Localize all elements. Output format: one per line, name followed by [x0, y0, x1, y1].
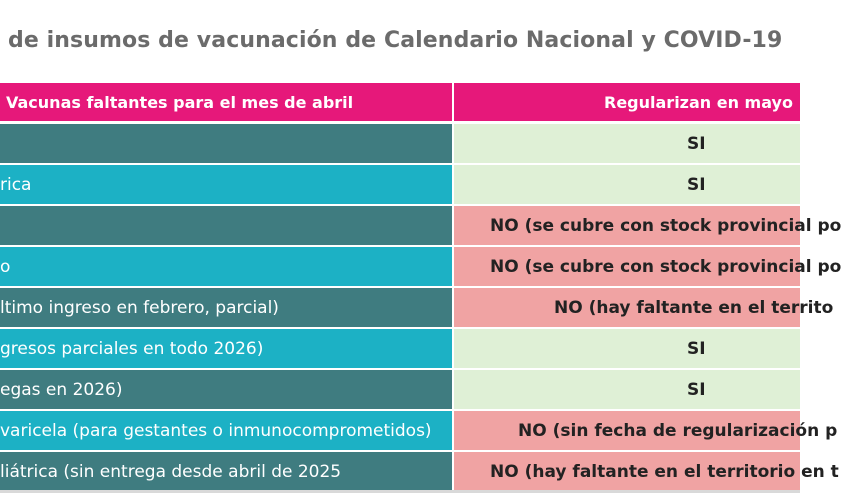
table-row [0, 370, 800, 409]
vaccine-cell: o [0, 247, 452, 286]
status-cell: SI [454, 329, 800, 368]
status-cell: NO (se cubre con stock provincial po [454, 206, 800, 245]
vaccine-cell: rica [0, 165, 452, 204]
vaccine-cell: gresos parciales en todo 2026) [0, 329, 452, 368]
table-row [0, 452, 839, 491]
status-cell: NO (se cubre con stock provincial po [454, 247, 800, 286]
status-cell: NO (hay faltante en el territorio en t [454, 452, 800, 491]
vaccine-cell [0, 206, 452, 245]
status-cell: SI [454, 165, 800, 204]
header-regularize-may: Regularizan en mayo [454, 83, 800, 121]
table-row [0, 329, 800, 368]
status-cell: SI [454, 124, 800, 163]
vaccine-cell [0, 124, 452, 163]
table-row [0, 411, 838, 450]
status-cell: SI [454, 370, 800, 409]
page-title: de insumos de vacunación de Calendario Nacional y COVID-19 [8, 28, 783, 53]
vaccine-cell: varicela (para gestantes o inmunocomprometidos) [0, 411, 452, 450]
header-vaccines-missing: Vacunas faltantes para el mes de abril [0, 83, 452, 121]
status-cell: NO (sin fecha de regularización p [454, 411, 800, 450]
vaccine-cell: egas en 2026) [0, 370, 452, 409]
vaccine-cell: ltimo ingreso en febrero, parcial) [0, 288, 452, 327]
table-row [0, 124, 800, 163]
table-row [0, 165, 800, 204]
vaccine-cell: liátrica (sin entrega desde abril de 2025 [0, 452, 452, 491]
vaccine-table [0, 83, 841, 493]
table-header-row [0, 83, 800, 121]
table-row [0, 206, 841, 245]
bottom-divider [0, 490, 800, 493]
table-row [0, 247, 841, 286]
status-cell: NO (hay faltante en el territo [454, 288, 800, 327]
table-row [0, 288, 834, 327]
